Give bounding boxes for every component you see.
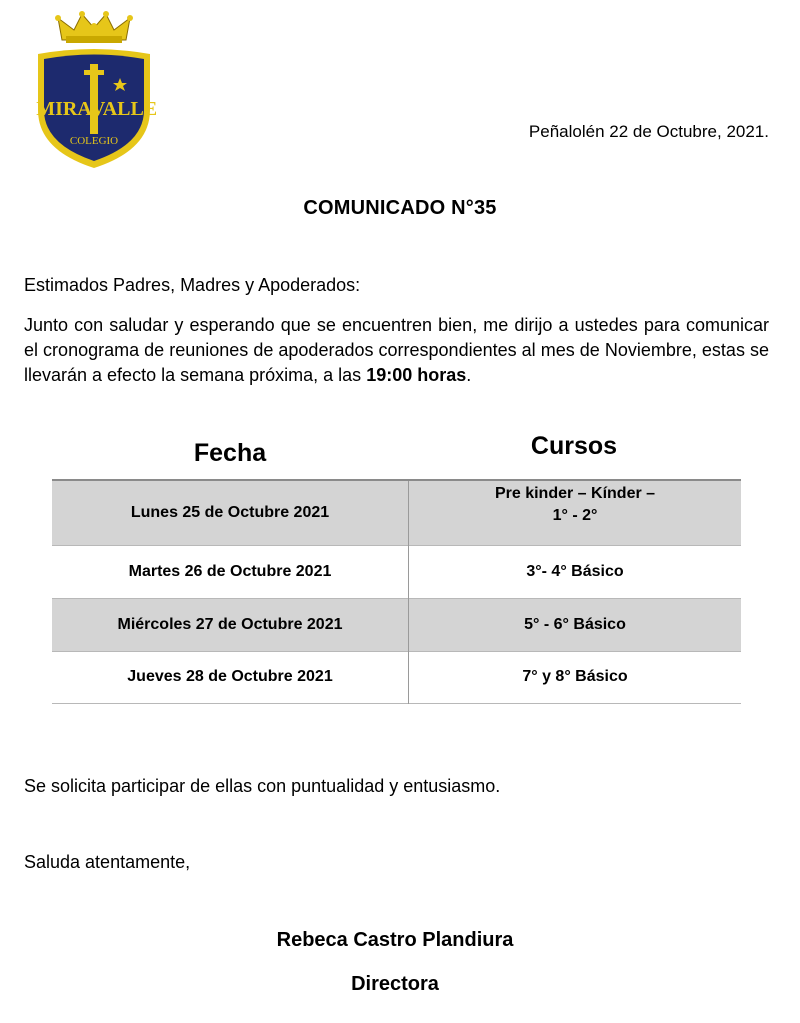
- signature-role: Directora: [351, 973, 439, 995]
- cursos-cell: 3°- 4° Básico: [526, 562, 624, 580]
- letter-date: Peñalolén 22 de Octubre, 2021.: [528, 122, 769, 141]
- fecha-cell: Jueves 28 de Octubre 2021: [52, 651, 409, 703]
- cursos-cell: 5° - 6° Básico: [409, 598, 742, 651]
- request-text: Se solicita participar de ellas con puntualidad y entusiasmo.: [24, 776, 501, 796]
- signature-name: Rebeca Castro Plandiura: [276, 929, 514, 951]
- table-row: [52, 598, 741, 651]
- logo-subtitle: COLEGIO: [69, 135, 119, 147]
- closing-text: Saluda atentamente,: [24, 852, 191, 872]
- cursos-cell: 7° y 8° Básico: [522, 668, 628, 685]
- greeting: Estimados Padres, Madres y Apoderados:: [24, 275, 361, 295]
- table-row: [52, 651, 741, 703]
- meeting-schedule-table: [52, 479, 741, 704]
- body-time: 19:00 horas: [366, 365, 467, 385]
- table-row: [52, 545, 741, 598]
- header-fecha: Fecha: [193, 439, 267, 467]
- document-title: COMUNICADO N°35: [303, 197, 497, 219]
- logo-name-left: MIRA: [36, 98, 92, 120]
- fecha-cell: Lunes 25 de Octubre 2021: [52, 480, 409, 545]
- crest-icon: [32, 10, 156, 172]
- body-end: .: [466, 365, 472, 385]
- school-logo: [32, 10, 156, 172]
- table-row: [52, 480, 741, 545]
- logo-name-right: VALLE: [90, 98, 156, 120]
- cursos-line: Pre kinder – Kínder –: [494, 485, 656, 502]
- header-cursos: Cursos: [530, 432, 618, 460]
- cursos-line: 1° - 2°: [552, 507, 598, 524]
- fecha-cell: Martes 26 de Octubre 2021: [52, 545, 409, 598]
- fecha-cell: Miércoles 27 de Octubre 2021: [52, 598, 409, 651]
- cursos-cell: [409, 480, 742, 545]
- body-paragraph: [24, 313, 769, 388]
- body-text: Junto con saludar y esperando que se encuentren bien, me dirijo a ustedes para comunicar el cronograma de reuniones de apoderados correspondientes al mes de Noviembre, estas se llevarán a efecto la semana próxima, a las: [24, 315, 769, 385]
